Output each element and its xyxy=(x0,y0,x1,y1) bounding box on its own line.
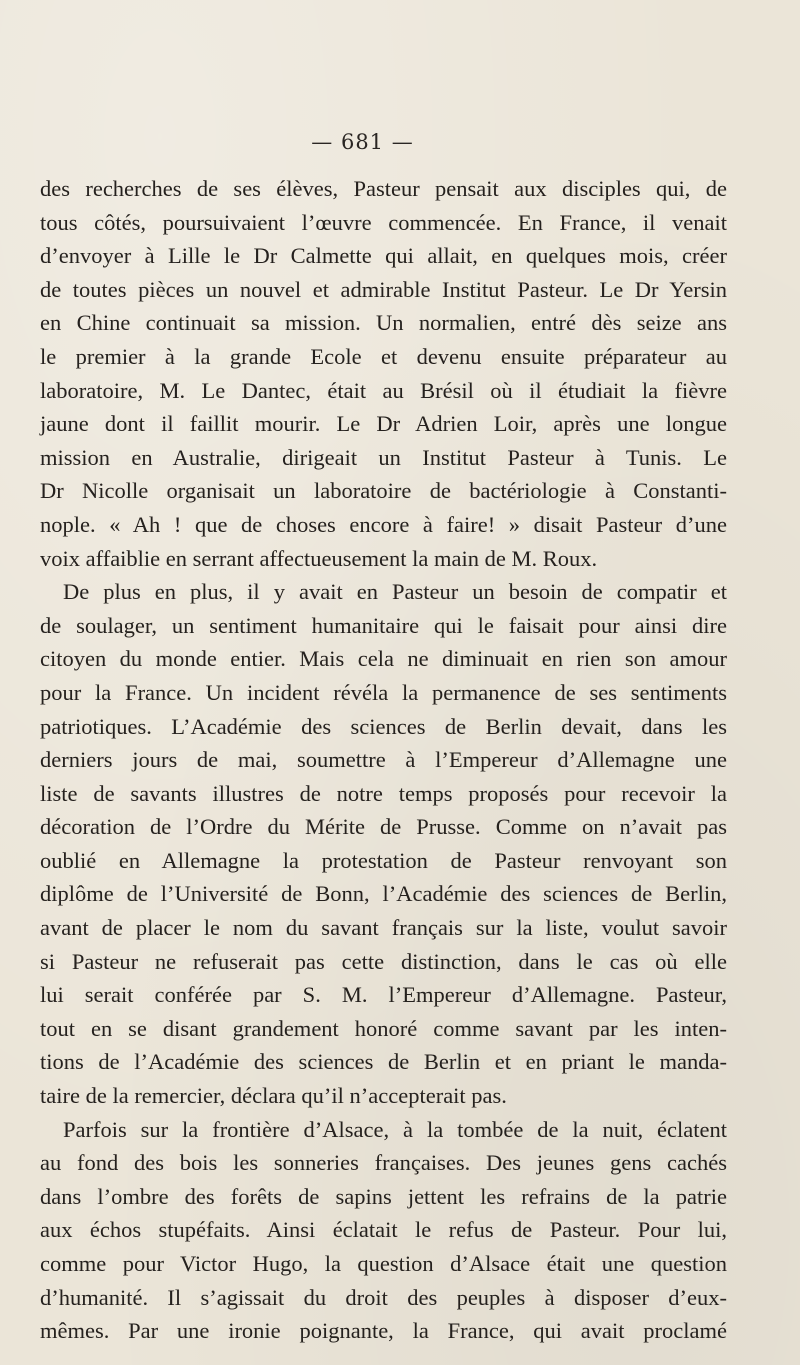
text-line: d’envoyer à Lille le Dr Calmette qui allait, en quelques mois, créer xyxy=(40,243,727,269)
text-line: liste de savants illustres de notre temps proposés pour recevoir la xyxy=(40,780,727,806)
text-line: laboratoire, M. Le Dantec, était au Brésil où il étudiait la fièvre xyxy=(40,377,727,403)
text-line: jaune dont il faillit mourir. Le Dr Adrien Loir, après une longue xyxy=(40,411,727,437)
text-line: Dr Nicolle organisait un laboratoire de bactériologie à Constanti- xyxy=(40,478,727,504)
text-line: derniers jours de mai, soumettre à l’Empereur d’Allemagne une xyxy=(40,747,727,773)
text-line: voix affaiblie en serrant affectueusement la main de M. Roux. xyxy=(40,545,598,571)
text-line: au fond des bois les sonneries françaises. Des jeunes gens cachés xyxy=(40,1150,727,1176)
text-line: mission en Australie, dirigeait un Institut Pasteur à Tunis. Le xyxy=(40,444,727,470)
text-line: comme pour Victor Hugo, la question d’Alsace était une question xyxy=(40,1251,727,1276)
text-line: dans l’ombre des forêts de sapins jettent les refrains de la patrie xyxy=(40,1183,727,1209)
text-line: pour la France. Un incident révéla la permanence de ses sentiments xyxy=(40,679,727,705)
text-line: mêmes. Par une ironie poignante, la France, qui avait proclamé xyxy=(40,1318,727,1344)
text-line: des recherches de ses élèves, Pasteur pensait aux disciples qui, de xyxy=(40,176,727,201)
text-line: de toutes pièces un nouvel et admirable Institut Pasteur. Le Dr Yersin xyxy=(40,276,727,302)
text-line: Parfois sur la frontière d’Alsace, à la tombée de la nuit, éclatent xyxy=(63,1116,727,1142)
text-line: d’humanité. Il s’agissait du droit des peuples à disposer d’eux- xyxy=(40,1284,727,1310)
body-text xyxy=(40,172,800,1348)
text-line: décoration de l’Ordre du Mérite de Prusse. Comme on n’avait pas xyxy=(40,814,727,840)
text-line: tout en se disant grandement honoré comme savant par les inten- xyxy=(40,1015,727,1041)
text-line: tions de l’Académie des sciences de Berlin et en priant le manda- xyxy=(40,1049,727,1075)
text-line: le premier à la grande Ecole et devenu ensuite préparateur au xyxy=(40,343,727,369)
text-line: tous côtés, poursuivaient l’œuvre commencée. En France, il venait xyxy=(40,209,727,235)
text-line: citoyen du monde entier. Mais cela ne diminuait en rien son amour xyxy=(40,646,727,672)
text-line: oublié en Allemagne la protestation de Pasteur renvoyant son xyxy=(40,847,727,873)
text-line: de soulager, un sentiment humanitaire qui le faisait pour ainsi dire xyxy=(40,612,727,638)
text-line: aux échos stupéfaits. Ainsi éclatait le refus de Pasteur. Pour lui, xyxy=(40,1217,727,1243)
text-line: lui serait conférée par S. M. l’Empereur d’Allemagne. Pasteur, xyxy=(40,982,727,1008)
text-line: avant de placer le nom du savant français sur la liste, voulut savoir xyxy=(40,915,727,941)
text-line: en Chine continuait sa mission. Un normalien, entré dès seize ans xyxy=(40,310,727,336)
text-line: taire de la remercier, déclara qu’il n’accepterait pas. xyxy=(40,1083,507,1109)
text-line: patriotiques. L’Académie des sciences de Berlin devait, dans les xyxy=(40,713,727,739)
text-line: nople. « Ah ! que de choses encore à faire! » disait Pasteur d’une xyxy=(40,511,727,537)
text-line: si Pasteur ne refuserait pas cette distinction, dans le cas où elle xyxy=(40,948,727,974)
text-line: De plus en plus, il y avait en Pasteur un besoin de compatir et xyxy=(63,579,727,605)
page-number: — 681 — xyxy=(311,130,414,154)
text-line: diplôme de l’Université de Bonn, l’Académie des sciences de Berlin, xyxy=(40,881,727,907)
